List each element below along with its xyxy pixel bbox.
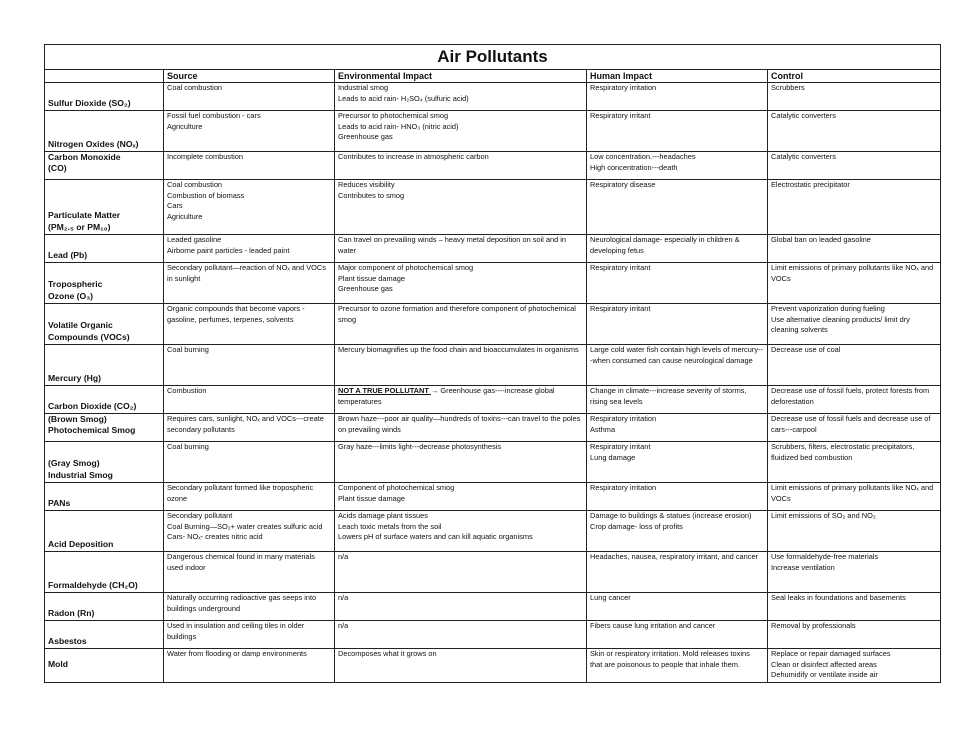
human-impact-cell <box>587 593 768 621</box>
pollutant-name-line: Nitrogen Oxides (NOₓ) <box>48 138 139 149</box>
pollutant-name-line: (CO) <box>48 163 67 174</box>
control-cell <box>768 511 941 552</box>
control-cell-line: Use alternative cleaning products/ limit dry cleaning solvents <box>771 314 910 335</box>
source-cell-line: Organic compounds that become vapors - gasoline, perfumes, terpenes, solvents <box>167 304 305 324</box>
source-cell <box>164 235 335 263</box>
environmental-impact-cell-line: Greenhouse gas <box>338 284 393 294</box>
environmental-impact-cell-line: Acids damage plant tissues <box>338 511 428 520</box>
pollutant-name-line: Volatile Organic <box>48 320 113 331</box>
pollutants-table <box>44 44 941 683</box>
environmental-impact-cell-line: Can travel on prevailing winds – heavy metal deposition on soil and in water <box>338 235 567 255</box>
source-cell <box>164 414 335 442</box>
pollutant-name <box>45 345 164 386</box>
control-cell-line: Limit emissions of primary pollutants like NOₓ and VOCs <box>771 483 934 503</box>
human-impact-cell-line: Lung damage <box>590 452 636 462</box>
pollutant-name-line: (PM₂.₅ or PM₁₀) <box>48 221 111 232</box>
source-cell-line: Coal burning <box>167 345 209 354</box>
control-cell-line: Removal by professionals <box>771 621 856 630</box>
environmental-impact-cell <box>335 152 587 180</box>
human-impact-cell <box>587 621 768 649</box>
environmental-impact-cell-line: Reduces visibility <box>338 180 395 189</box>
environmental-impact-cell-line: Contributes to smog <box>338 190 405 200</box>
human-impact-cell-line: Change in climate---increase severity of storms, rising sea levels <box>590 386 747 406</box>
control-cell <box>768 345 941 386</box>
pollutant-name <box>45 414 164 442</box>
source-cell-line: Leaded gasoline <box>167 235 222 244</box>
environmental-impact-cell <box>335 621 587 649</box>
environmental-impact-cell-line: n/a <box>338 621 349 630</box>
pollutant-name-line: Lead (Pb) <box>48 249 88 260</box>
environmental-impact-cell-line: Component of photochemical smog <box>338 483 455 492</box>
control-cell-line: Decrease use of fossil fuels, protect forests from deforestation <box>771 386 930 406</box>
human-impact-cell <box>587 442 768 483</box>
pollutant-name <box>45 386 164 414</box>
pollutant-name-line: Photochemical Smog <box>48 425 136 436</box>
header-control: Control <box>768 70 941 83</box>
source-cell-line: Agriculture <box>167 211 203 221</box>
pollutant-name-line: Tropospheric <box>48 279 103 290</box>
human-impact-cell-line: Neurological damage- especially in children & developing fetus <box>590 235 740 255</box>
environmental-impact-cell-line: Brown haze---poor air quality—hundreds of toxins---can travel to the poles on prevailing winds <box>338 414 581 434</box>
environmental-impact-cell-line: Leads to acid rain- HNO₃ (nitric acid) <box>338 121 459 131</box>
control-cell <box>768 83 941 111</box>
human-impact-cell <box>587 552 768 593</box>
source-cell-line: Cars <box>167 201 183 211</box>
header-pollutant <box>45 70 164 83</box>
control-cell <box>768 235 941 263</box>
environmental-impact-cell-line: Contributes to increase in atmospheric carbon <box>338 152 489 161</box>
human-impact-cell-line: High concentration---death <box>590 162 678 172</box>
source-cell <box>164 180 335 235</box>
human-impact-cell <box>587 152 768 180</box>
environmental-impact-cell-line: Decomposes what it grows on <box>338 649 437 658</box>
pollutant-name-line: Sulfur Dioxide (SO₂) <box>48 97 131 108</box>
human-impact-cell-line: Asthma <box>590 424 616 434</box>
pollutant-name-line: Ozone (O₃) <box>48 290 94 301</box>
pollutant-name <box>45 552 164 593</box>
pollutant-name-line: Acid Deposition <box>48 538 114 549</box>
human-impact-cell <box>587 83 768 111</box>
source-cell-line: Incomplete combustion <box>167 152 243 161</box>
source-cell-line: Combustion of biomass <box>167 190 245 200</box>
human-impact-cell-line: Damage to buildings & statues (increase erosion) <box>590 511 752 520</box>
environmental-impact-cell <box>335 442 587 483</box>
control-cell <box>768 483 941 511</box>
human-impact-cell-line: Respiratory irritant <box>590 442 651 451</box>
pollutant-name-line: PANs <box>48 497 71 508</box>
environmental-impact-cell <box>335 111 587 152</box>
table-row <box>45 483 941 511</box>
human-impact-cell <box>587 345 768 386</box>
environmental-impact-cell-line: n/a <box>338 593 349 602</box>
source-cell-line: Coal burning <box>167 442 209 451</box>
control-cell-line: Seal leaks in foundations and basements <box>771 593 906 602</box>
source-cell <box>164 83 335 111</box>
control-cell-line: Catalytic converters <box>771 111 836 120</box>
environmental-impact-cell-line: Major component of photochemical smog <box>338 263 474 272</box>
pollutant-name <box>45 111 164 152</box>
human-impact-cell <box>587 111 768 152</box>
pollutant-name <box>45 180 164 235</box>
environmental-impact-cell-line: Leads to acid rain- H₂SO₄ (sulfuric acid) <box>338 93 469 103</box>
human-impact-cell-line: Fibers cause lung irritation and cancer <box>590 621 716 630</box>
human-impact-cell-line: Lung cancer <box>590 593 631 602</box>
pollutant-name-line: Particulate Matter <box>48 210 121 221</box>
control-cell <box>768 621 941 649</box>
not-a-true-pollutant-note: NOT A TRUE POLLUTANT <box>338 386 431 395</box>
table-row <box>45 593 941 621</box>
pollutant-name <box>45 483 164 511</box>
control-cell <box>768 414 941 442</box>
control-cell <box>768 386 941 414</box>
table-row <box>45 442 941 483</box>
environmental-impact-cell-line: Plant tissue damage <box>338 273 405 283</box>
source-cell-line: Requires cars, sunlight, NOₓ and VOCs---create secondary pollutants <box>167 414 324 434</box>
source-cell <box>164 593 335 621</box>
pollutant-name <box>45 593 164 621</box>
human-impact-cell-line: Skin or respiratory irritation. Mold releases toxins that are poisonous to people that inhale them. <box>590 649 750 669</box>
environmental-impact-cell-line: Precursor to ozone formation and therefore component of photochemical smog <box>338 304 576 324</box>
page-title: Air Pollutants <box>45 45 941 70</box>
pollutant-name <box>45 152 164 180</box>
environmental-impact-cell <box>335 235 587 263</box>
human-impact-cell <box>587 235 768 263</box>
pollutant-name <box>45 304 164 345</box>
human-impact-cell <box>587 414 768 442</box>
human-impact-cell <box>587 483 768 511</box>
environmental-impact-cell <box>335 180 587 235</box>
pollutant-name-line: Mercury (Hg) <box>48 372 102 383</box>
human-impact-cell-line: Respiratory irritation <box>590 483 657 492</box>
header-row <box>45 70 941 83</box>
environmental-impact-cell-line: Precursor to photochemical smog <box>338 111 449 120</box>
control-cell-line: Scrubbers <box>771 83 805 92</box>
control-cell-line: Catalytic converters <box>771 152 836 161</box>
control-cell <box>768 552 941 593</box>
environmental-impact-cell-line: Gray haze---limits light---decrease photosynthesis <box>338 442 502 451</box>
control-cell <box>768 111 941 152</box>
source-cell-line: Secondary pollutant—reaction of NOₓ and VOCs in sunlight <box>167 263 326 283</box>
header-human-impact: Human Impact <box>587 70 768 83</box>
control-cell-line: Decrease use of fossil fuels and decrease use of cars---carpool <box>771 414 931 434</box>
source-cell <box>164 304 335 345</box>
human-impact-cell <box>587 263 768 304</box>
environmental-impact-cell <box>335 414 587 442</box>
environmental-impact-cell-line: n/a <box>338 552 349 561</box>
source-cell <box>164 345 335 386</box>
header-environmental-impact: Environmental Impact <box>335 70 587 83</box>
human-impact-cell <box>587 180 768 235</box>
table-row <box>45 511 941 552</box>
source-cell <box>164 483 335 511</box>
control-cell-line: Electrostatic precipitator <box>771 180 850 189</box>
table-row <box>45 152 941 180</box>
source-cell <box>164 263 335 304</box>
pollutant-name-line: Carbon Monoxide <box>48 152 121 162</box>
human-impact-cell-line: Low concentration.---headaches <box>590 152 696 161</box>
source-cell-line: Dangerous chemical found in many materials used indoor <box>167 552 315 572</box>
environmental-impact-cell <box>335 345 587 386</box>
source-cell <box>164 649 335 683</box>
environmental-impact-cell <box>335 263 587 304</box>
environmental-impact-cell-line: Plant tissue damage <box>338 493 405 503</box>
table-row <box>45 621 941 649</box>
source-cell-line: Coal Burning—SO₂+ water creates sulfuric acid <box>167 521 323 531</box>
human-impact-cell-line: Respiratory irritation <box>590 414 657 423</box>
source-cell <box>164 442 335 483</box>
environmental-impact-cell <box>335 483 587 511</box>
control-cell-line: Decrease use of coal <box>771 345 841 354</box>
human-impact-cell <box>587 649 768 683</box>
pollutant-name-line: Carbon Dioxide (CO₂) <box>48 400 137 411</box>
environmental-impact-cell <box>335 83 587 111</box>
pollutant-name-line: Formaldehyde (CH₂O) <box>48 579 138 590</box>
source-cell-line: Used in insulation and ceiling tiles in older buildings <box>167 621 305 641</box>
pollutant-name-line: Asbestos <box>48 635 87 646</box>
table-row <box>45 552 941 593</box>
pollutant-name-line: Radon (Rn) <box>48 607 95 618</box>
source-cell <box>164 386 335 414</box>
source-cell-line: Naturally occurring radioactive gas seeps into buildings underground <box>167 593 317 613</box>
control-cell-line: Limit emissions of SO₂ and NO₂ <box>771 511 876 520</box>
human-impact-cell-line: Headaches, nausea, respiratory irritant, and cancer <box>590 552 759 561</box>
human-impact-cell <box>587 386 768 414</box>
pollutant-name <box>45 235 164 263</box>
table-row <box>45 304 941 345</box>
control-cell-line: Clean or disinfect affected areas <box>771 659 877 669</box>
environmental-impact-cell <box>335 386 587 414</box>
table-row <box>45 649 941 683</box>
source-cell-line: Airborne paint particles - leaded paint <box>167 245 290 255</box>
control-cell-line: Dehumidify or ventilate inside air <box>771 670 878 680</box>
pollutant-name <box>45 83 164 111</box>
pollutant-name-line: Compounds (VOCs) <box>48 331 130 342</box>
control-cell-line: Global ban on leaded gasoline <box>771 235 871 244</box>
control-cell <box>768 304 941 345</box>
source-cell-line: Agriculture <box>167 121 203 131</box>
environmental-impact-cell-line: Leach toxic metals from the soil <box>338 521 442 531</box>
table-row <box>45 235 941 263</box>
human-impact-cell-line: Respiratory irritant <box>590 111 651 120</box>
human-impact-cell-line: Respiratory irritant <box>590 304 651 313</box>
control-cell <box>768 152 941 180</box>
source-cell-line: Cars- NOₓ- creates nitric acid <box>167 532 263 542</box>
pollutant-name <box>45 621 164 649</box>
control-cell-line: Increase ventilation <box>771 562 835 572</box>
control-cell <box>768 442 941 483</box>
source-cell-line: Coal combustion <box>167 83 223 92</box>
table-row <box>45 414 941 442</box>
table-row <box>45 386 941 414</box>
table-row <box>45 180 941 235</box>
human-impact-cell <box>587 511 768 552</box>
environmental-impact-cell-line: Greenhouse gas <box>338 132 393 142</box>
pollutant-name <box>45 442 164 483</box>
control-cell-line: Prevent vaporization during fueling <box>771 304 885 313</box>
pollutants-sheet <box>44 44 940 683</box>
table-body <box>45 83 941 683</box>
control-cell <box>768 263 941 304</box>
human-impact-cell <box>587 304 768 345</box>
source-cell-line: Secondary pollutant <box>167 511 233 520</box>
source-cell-line: Secondary pollutant formed like tropospheric ozone <box>167 483 314 503</box>
environmental-impact-cell <box>335 511 587 552</box>
table-row <box>45 111 941 152</box>
pollutant-name <box>45 649 164 683</box>
human-impact-cell-line: Large cold water fish contain high levels of mercury---when consumed can cause neurological damage <box>590 345 763 365</box>
pollutant-name-line: (Brown Smog) <box>48 414 107 424</box>
control-cell-line: Use formaldehyde-free materials <box>771 552 879 561</box>
environmental-impact-cell-line: Industrial smog <box>338 83 389 92</box>
environmental-impact-cell <box>335 649 587 683</box>
source-cell <box>164 152 335 180</box>
source-cell <box>164 621 335 649</box>
control-cell-line: Limit emissions of primary pollutants like NOₓ and VOCs <box>771 263 934 283</box>
control-cell <box>768 649 941 683</box>
environmental-impact-cell <box>335 552 587 593</box>
source-cell <box>164 511 335 552</box>
pollutant-name-line: Industrial Smog <box>48 469 113 480</box>
table-row <box>45 83 941 111</box>
human-impact-cell-line: Respiratory disease <box>590 180 656 189</box>
table-row <box>45 263 941 304</box>
environmental-impact-cell-line: → Greenhouse gas----increase global temperatures <box>338 386 555 406</box>
pollutant-name-line: (Gray Smog) <box>48 458 100 469</box>
table-row <box>45 345 941 386</box>
source-cell <box>164 552 335 593</box>
source-cell-line: Water from flooding or damp environments <box>167 649 307 658</box>
human-impact-cell-line: Respiratory irritation <box>590 83 657 92</box>
pollutant-name-line: Mold <box>48 659 69 670</box>
source-cell-line: Combustion <box>167 386 207 395</box>
human-impact-cell-line: Crop damage- loss of profits <box>590 521 683 531</box>
environmental-impact-cell-line: Mercury biomagnifies up the food chain and bioaccumulates in organisms <box>338 345 579 354</box>
human-impact-cell-line: Respiratory irritant <box>590 263 651 272</box>
control-cell <box>768 180 941 235</box>
environmental-impact-cell-line: Lowers pH of surface waters and can kill aquatic organisms <box>338 532 533 542</box>
header-source: Source <box>164 70 335 83</box>
source-cell-line: Fossil fuel combustion - cars <box>167 111 261 120</box>
control-cell-line: Replace or repair damaged surfaces <box>771 649 891 658</box>
environmental-impact-cell <box>335 593 587 621</box>
environmental-impact-cell <box>335 304 587 345</box>
pollutant-name <box>45 263 164 304</box>
pollutant-name <box>45 511 164 552</box>
source-cell-line: Coal combustion <box>167 180 223 189</box>
control-cell <box>768 593 941 621</box>
control-cell-line: Scrubbers, filters, electrostatic precipitators, fluidized bed combustion <box>771 442 915 462</box>
source-cell <box>164 111 335 152</box>
